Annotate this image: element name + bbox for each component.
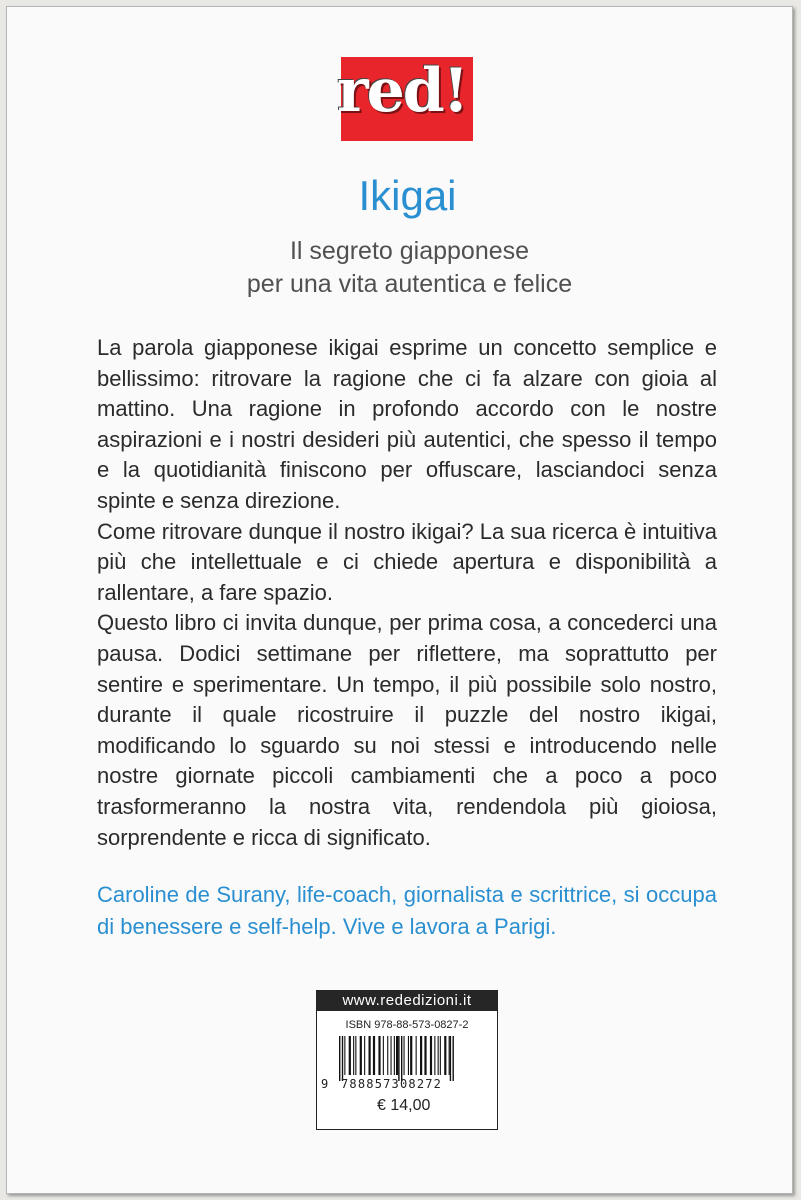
publisher-website: www.rededizioni.it (317, 991, 497, 1011)
barcode-guard-bar (450, 1036, 451, 1081)
publisher-logo (337, 56, 473, 141)
book-description (97, 333, 717, 853)
ean-digits: 788857308272 (341, 1077, 443, 1091)
barcode-bar (369, 1036, 371, 1075)
barcode-bar (378, 1036, 380, 1075)
barcode-bar (387, 1036, 388, 1075)
barcode-bar (424, 1036, 426, 1075)
barcode-bar (440, 1036, 441, 1075)
barcode-bar (434, 1036, 435, 1075)
barcode-bar (364, 1036, 365, 1075)
subtitle-line-2: per una vita autentica e felice (246, 270, 573, 298)
barcode-bar (410, 1036, 412, 1075)
barcode-bar (430, 1036, 432, 1075)
description-paragraph-1: La parola giapponese ikigai esprime un concetto semplice e bellissimo: ritrovare la ragione che ci fa alzare con gioia al mattino. Una ragione in profondo accordo con le nostre aspirazioni e i nostri desideri più autentici, che spesso il tempo e la quotidianità finiscono per offuscare, lasciandoci senza spinte e senza direzione. (97, 335, 717, 513)
barcode-guard-bar (401, 1036, 402, 1081)
barcode-guard-bar (339, 1036, 340, 1081)
barcode-guard-bar (342, 1036, 343, 1081)
barcode-bar (396, 1036, 398, 1075)
barcode-bar (394, 1036, 395, 1075)
barcode-guard-bar (453, 1036, 454, 1081)
book-title: Ikigai (358, 172, 457, 219)
publisher-logo-text: red! (337, 56, 468, 126)
barcode-bar (408, 1036, 409, 1075)
barcode-bar (373, 1036, 375, 1075)
barcode-bar (353, 1036, 354, 1075)
barcode-bar (344, 1036, 345, 1075)
book-subtitle (217, 235, 602, 301)
barcode-bar (449, 1036, 450, 1075)
barcode-bar (404, 1036, 405, 1075)
barcode-bar (416, 1036, 417, 1075)
isbn-label: ISBN 978-88-573-0827-2 (345, 1019, 469, 1031)
author-bio-text: , life-coach, giornalista e scrittrice, si occupa di benessere e self-help. Vive e lavora a Parigi. (97, 882, 717, 939)
description-paragraph-2: Come ritrovare dunque il nostro ikigai? La sua ricerca è intuitiva più che intellettuale e ci chiede apertura e disponibilità a rallentare, a fare spazio. (97, 518, 717, 605)
price: € 14,00 (377, 1097, 431, 1114)
barcode-bar (360, 1036, 362, 1075)
barcode-guard-bar (398, 1036, 399, 1081)
book-back-cover (6, 6, 793, 1194)
barcode-bar (355, 1036, 356, 1075)
ean-lead-digit: 9 (321, 1077, 329, 1091)
author-name: Caroline de Surany (97, 882, 285, 907)
barcode-bar (391, 1036, 392, 1075)
author-bio (97, 879, 717, 943)
barcode-bar (438, 1036, 439, 1075)
description-paragraph-3: Questo libro ci invita dunque, per prima cosa, a concederci una pausa. Dodici settimane per riflettere, ma soprattutto per sentire e sperimentare. Un tempo, il più possibile solo nostro, durante il quale ricostruire il puzzle del nostro ikigai, modificando lo sguardo su noi stessi e introducendo nelle nostre giornate piccoli cambiamenti che a poco a poco trasformeranno la nostra vita, rendendola più gioiosa, sorprendente e ricca di significato. (97, 610, 717, 850)
barcode-bar (420, 1036, 422, 1075)
barcode-box (316, 990, 498, 1130)
barcode-bar (383, 1036, 384, 1075)
barcode-bar (444, 1036, 446, 1075)
barcode (317, 991, 497, 1091)
barcode-bar (349, 1036, 351, 1075)
subtitle-line-1: Il segreto giapponese (289, 237, 530, 265)
